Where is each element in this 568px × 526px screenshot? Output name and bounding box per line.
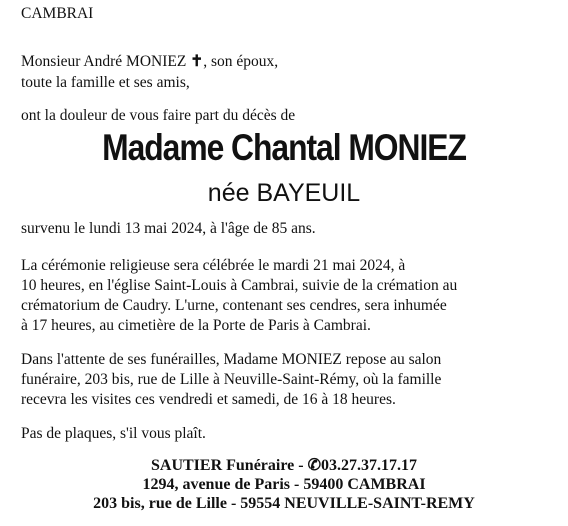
funeral-home-address: 1294, avenue de Paris - 59400 CAMBRAI <box>142 476 426 493</box>
family-line-2: toute la famille et ses amis, <box>21 74 190 91</box>
deceased-name: Madame Chantal MONIEZ <box>102 127 466 168</box>
ceremony-line: crématorium de Caudry. L'urne, contenant ses cendres, sera inhumée <box>21 297 447 314</box>
visitation-line: Dans l'attente de ses funérailles, Madame MONIEZ repose au salon <box>21 351 442 368</box>
cross-icon: ✝ <box>190 53 204 70</box>
funeral-salon-address: 203 bis, rue de Lille - 59554 NEUVILLE-SAINT-REMY <box>93 495 475 512</box>
spouse-relation: , son époux, <box>203 53 279 70</box>
spouse-name: Monsieur André MONIEZ <box>21 53 191 70</box>
funeral-home-phone: SAUTIER Funéraire - ✆03.27.37.17.17 <box>151 457 417 474</box>
visitation-line: funéraire, 203 bis, rue de Lille à Neuville-Saint-Rémy, où la famille <box>21 371 442 388</box>
city-heading: CAMBRAI <box>21 5 94 22</box>
no-plaques-note: Pas de plaques, s'il vous plaît. <box>21 425 206 442</box>
death-date-text: survenu le lundi 13 mai 2024, à l'âge de 85 ans. <box>21 220 316 237</box>
ceremony-line: à 17 heures, au cimetière de la Porte de Paris à Cambrai. <box>21 317 371 334</box>
ceremony-line: La cérémonie religieuse sera célébrée le mardi 21 mai 2024, à <box>21 257 406 274</box>
ceremony-line: 10 heures, en l'église Saint-Louis à Cambrai, suivie de la crémation au <box>21 277 458 294</box>
visitation-line: recevra les visites ces vendredi et samedi, de 16 à 18 heures. <box>21 391 396 408</box>
family-line-1 <box>21 52 278 72</box>
maiden-name: née BAYEUIL <box>207 179 361 207</box>
announcement-text: ont la douleur de vous faire part du décès de <box>21 107 296 124</box>
